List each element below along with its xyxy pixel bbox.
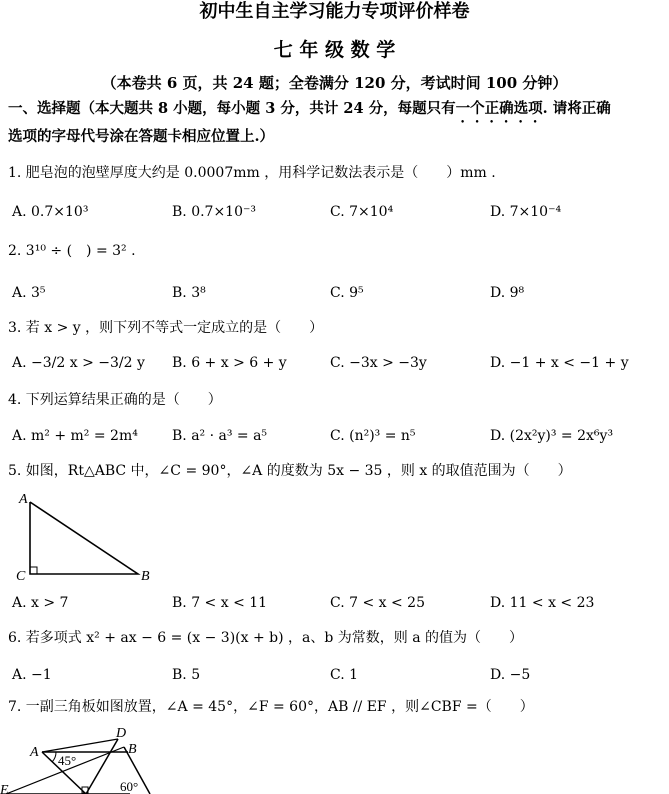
question-5-option-c[interactable]: C. 7 < x < 25 [330,595,425,611]
point-d-label: D [116,726,127,741]
question-2-option-b[interactable]: B. 3⁸ [172,285,206,301]
figure-right-triangle [10,488,160,588]
question-3-stem: 3. 若 x > y ，则下列不等式一定成立的是（ ） [8,320,324,336]
angle-a-arc [52,752,56,762]
figure-triangle-boards [0,725,180,794]
section-heading-emphasis: 一个正确选项 [455,100,543,117]
right-angle-mark [30,567,37,574]
question-3-option-b[interactable]: B. 6 + x > 6 + y [172,355,287,371]
angle-60-label: 60° [120,779,139,794]
point-e-label: E [0,783,9,794]
board1-side2 [86,739,118,794]
paper-title: 初中生自主学习能力专项评价样卷 [199,1,470,22]
question-5-option-b[interactable]: B. 7 < x < 11 [172,595,268,611]
question-4-option-d[interactable]: D. (2x²y)³ = 2x⁶y³ [490,428,614,444]
section-heading [8,99,611,126]
question-7-stem: 7. 一副三角板如图放置，∠A = 45°，∠F = 60°，AB // EF ，则∠CBF =（ ） [8,699,534,715]
angle-45-label: 45° [58,753,77,768]
question-1-option-b[interactable]: B. 0.7×10⁻³ [172,204,256,220]
question-5-option-d[interactable]: D. 11 < x < 23 [490,595,595,611]
question-2-option-a[interactable]: A. 3⁵ [12,285,46,301]
triangle-abc [30,502,138,574]
question-4-option-a[interactable]: A. m² + m² = 2m⁴ [12,428,138,444]
vertex-c-label: C [16,569,26,584]
question-1-stem: 1. 肥皂泡的泡壁厚度大约是 0.0007mm ，用科学记数法表示是（ ）mm . [8,165,496,181]
question-6-option-d[interactable]: D. −5 [490,667,531,683]
question-1-option-d[interactable]: D. 7×10⁻⁴ [490,204,562,220]
question-4-stem: 4. 下列运算结果正确的是（ ） [8,392,222,408]
question-3-option-c[interactable]: C. −3x > −3y [330,355,427,371]
vertex-a-label: A [19,492,28,507]
question-3-option-a[interactable]: A. −3/2 x > −3/2 y [12,355,145,371]
point-b-label: B [128,742,137,757]
question-2-option-c[interactable]: C. 9⁵ [330,285,364,301]
question-6-option-a[interactable]: A. −1 [12,667,52,683]
question-4-option-b[interactable]: B. a² · a³ = a⁵ [172,428,268,444]
question-5-option-a[interactable]: A. x > 7 [12,595,69,611]
question-6-stem: 6. 若多项式 x² + ax − 6 = (x − 3)(x + b) ，a、b 为常数，则 a 的值为（ ） [8,630,524,646]
question-6-option-c[interactable]: C. 1 [330,667,359,683]
question-2-stem: 2. 3¹⁰ ÷ ( ) = 3² . [8,243,136,259]
exam-info: （本卷共 6 页，共 24 题；全卷满分 120 分，考试时间 100 分钟） [101,74,568,92]
question-5-stem: 5. 如图，Rt△ABC 中，∠C = 90°，∠A 的度数为 5x − 35 ，则 x 的取值范围为（ ） [8,463,572,479]
vertex-b-label: B [141,569,150,584]
question-4-option-c[interactable]: C. (n²)³ = n⁵ [330,428,416,444]
question-6-option-b[interactable]: B. 5 [172,667,201,683]
question-1-option-a[interactable]: A. 0.7×10³ [12,204,89,220]
question-1-option-c[interactable]: C. 7×10⁴ [330,204,394,220]
subject-title: 七 年 级 数 学 [273,39,396,61]
section-heading-suffix: . 请将正确 [542,100,611,117]
question-3-option-d[interactable]: D. −1 + x < −1 + y [490,355,629,371]
board1-top [42,739,118,752]
point-a-label: A [30,745,39,760]
question-2-option-d[interactable]: D. 9⁸ [490,285,525,301]
section-heading-prefix: 一、选择题（本大题共 8 小题，每小题 3 分，共计 24 分，每题只有 [8,100,456,117]
section-heading-line2: 选项的字母代号涂在答题卡相应位置上.） [8,128,275,145]
